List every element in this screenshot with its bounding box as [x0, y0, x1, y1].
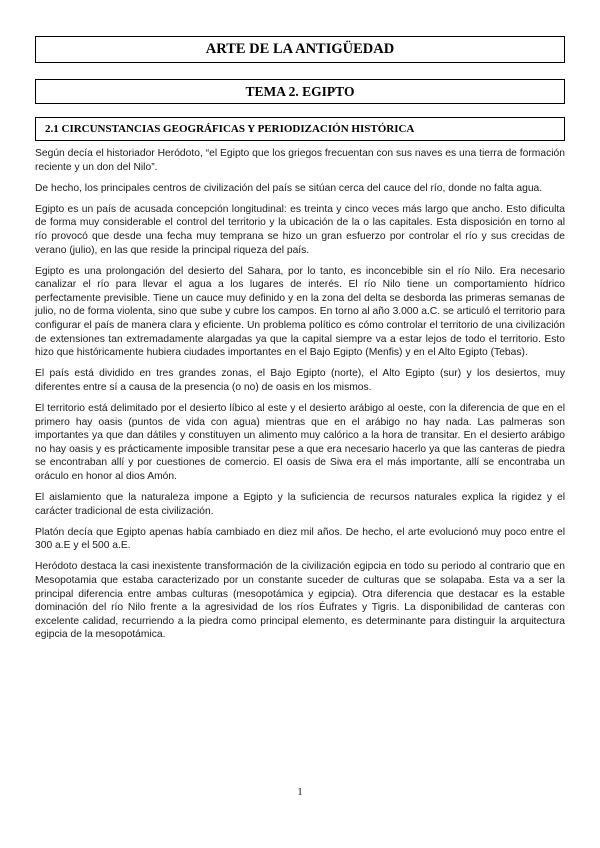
paragraph: Heródoto destaca la casi inexistente transformación de la civilización egipcia en todo su periodo al contrario que en Mesopotamia que estaba caracterizado por un constante suceder de culturas que se solapaba. Esta va a ser la principal diferencia entre ambas culturas (mesopotámica y egipcia). Otra diferencia que destacar es la estable dominación del río Nilo frente a la agresividad de los ríos Éufrates y Tigris. La disponibilidad de canteras con excelente calidad, recurriendo a la piedra como principal elemento, es determinante para distinguir la arquitectura egipcia de la mesopotámica.: [35, 561, 565, 641]
paragraph: Egipto es una prolongación del desierto del Sahara, por lo tanto, es inconcebible sin el río Nilo. Era necesario canalizar el río para llevar el agua a los lugares de interés. El río Nilo tiene un comportamiento hídrico perfectamente previsible. Tiene un cauce muy definido y en la zona del delta se desborda las primeras semanas de julio, no de forma violenta, sino que sube y cubre los campos. En torno al año 3.000 a.C. se articuló el territorio para configurar el país de manera clara y eficiente. Un problema político es cómo controlar el territorio de una civilización de extensiones tan extremadamente alargadas ya que la capital siempre va a estar lejos de todo el territorio. Esto hizo que históricamente hubiera ciudades importantes en el Bajo Egipto (Menfis) y en el Alto Egipto (Tebas).: [35, 265, 565, 359]
paragraph: El territorio está delimitado por el desierto líbico al este y el desierto arábigo al oeste, con la diferencia de que en el primero hay oasis (puntos de vida con agua) mientras que en el arábigo no hay nada. Las palmeras son importantes ya que dan dátiles y constituyen un alimento muy calórico a la hora de transitar. En el desierto arábigo no hay oasis y es prácticamente imposible transitar pese a que era necesario hacerlo ya que las canteras de piedra se encontraban allí y por cuestiones de comercio. El oasis de Siwa era el más importante, allí se encontraba un oráculo en honor al dios Amón.: [35, 403, 565, 482]
paragraph: Egipto es un país de acusada concepción longitudinal: es treinta y cinco veces más largo que ancho. Esto dificulta de forma muy considerable el control del territorio y la ubicación de la o las capitales. Esta disposición en torno al río provocó que desde una fecha muy temprana se hizo un gran esfuerzo por controlar el río y sus crecidas de verano (julio), en las que reside la principal riqueza del país.: [35, 203, 565, 256]
section-heading: 2.1 CIRCUNSTANCIAS GEOGRÁFICAS Y PERIODIZACIÓN HISTÓRICA: [35, 117, 565, 141]
document-title: ARTE DE LA ANTIGÜEDAD: [35, 36, 565, 63]
paragraph: De hecho, los principales centros de civilización del país se sitúan cerca del cauce del río, donde no falta agua.: [35, 182, 543, 194]
paragraph: Platón decía que Egipto apenas había cambiado en diez mil años. De hecho, el arte evolucionó muy poco entre el 300 a.E y el 500 a.E.: [35, 526, 565, 552]
paragraph: Según decía el historiador Heródoto, “el Egipto que los griegos frecuentan con sus naves es una tierra de formación reciente y un don del Nilo”.: [35, 148, 565, 173]
page-number: 1: [297, 786, 303, 798]
document-body: [35, 147, 565, 650]
paragraph: El país está dividido en tres grandes zonas, el Bajo Egipto (norte), el Alto Egipto (sur) y los desiertos, muy diferentes entre sí a causa de la presencia (o no) de oasis en los mismos.: [35, 368, 565, 393]
topic-heading: TEMA 2. EGIPTO: [35, 79, 565, 104]
paragraph: El aislamiento que la naturaleza impone a Egipto y la suficiencia de recursos naturales explica la rigidez y el carácter tradicional de esta civilización.: [35, 492, 565, 517]
